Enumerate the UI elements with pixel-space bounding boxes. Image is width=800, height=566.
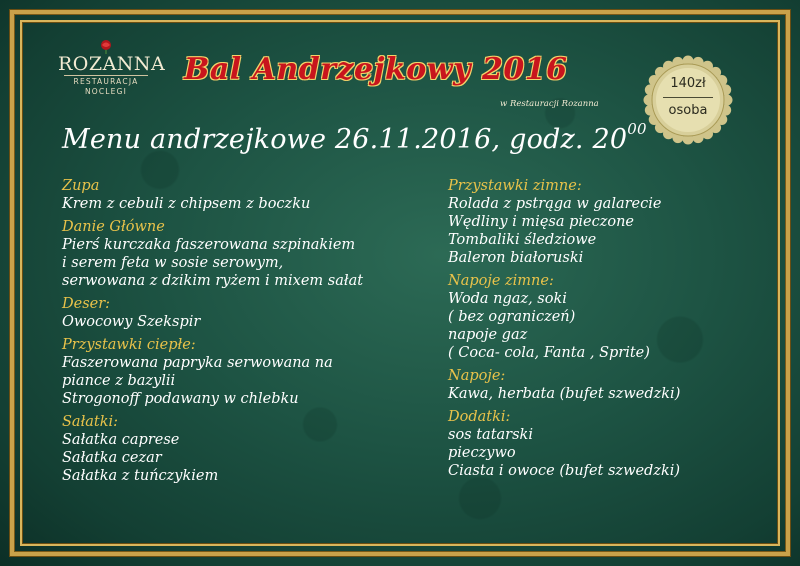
menu-section xyxy=(62,414,432,485)
menu-item: ( bez ograniczeń) xyxy=(448,309,576,325)
menu-item: Woda ngaz, soki xyxy=(448,291,567,307)
menu-item: sos tatarski xyxy=(448,427,533,443)
menu-section xyxy=(448,368,748,403)
menu-category: Przystawki zimne: xyxy=(448,178,582,194)
menu-item: Faszerowana papryka serwowana na xyxy=(62,355,333,371)
menu-item: pieczywo xyxy=(448,445,516,461)
badge-rule xyxy=(663,97,713,98)
menu-section xyxy=(62,178,432,213)
menu-item: Rolada z pstrąga w galarecie xyxy=(448,196,662,212)
headline-time-minutes: 00 xyxy=(627,120,647,138)
logo-subtitle-2: NOCLEGI xyxy=(84,87,128,96)
menu-item: Tombaliki śledziowe xyxy=(448,232,597,248)
menu-item: Owocowy Szekspir xyxy=(62,314,201,330)
menu-item: napoje gaz xyxy=(448,327,528,343)
event-title: Bal Andrzejkowy 2016 xyxy=(184,52,568,87)
menu-category: Danie Główne xyxy=(62,219,165,235)
menu-item: serwowana z dzikim ryżem i mixem sałat xyxy=(62,273,364,289)
menu-item: Sałatka cezar xyxy=(62,450,162,466)
menu-item: Baleron białoruski xyxy=(448,250,584,266)
logo-subtitle-1: RESTAURACJA xyxy=(73,77,139,86)
logo-rule xyxy=(64,75,148,76)
rose-icon xyxy=(96,38,116,54)
menu-item: Kawa, herbata (bufet szwedzki) xyxy=(448,386,681,402)
menu-category: Deser: xyxy=(62,296,111,312)
headline-text: Menu andrzejkowe 26.11.2016, godz. 20 xyxy=(62,124,628,155)
menu-item: i serem feta w sosie serowym, xyxy=(62,255,284,271)
menu-item: ( Coca- cola, Fanta , Sprite) xyxy=(448,345,650,361)
menu-item: Krem z cebuli z chipsem z boczku xyxy=(62,196,311,212)
menu-item: Wędliny i mięsa pieczone xyxy=(448,214,635,230)
menu-category: Przystawki ciepłe: xyxy=(62,337,196,353)
menu-column-left xyxy=(62,178,432,491)
restaurant-logo xyxy=(58,44,166,97)
logo-wordmark: ROZANNA xyxy=(58,53,166,75)
price-unit: osoba xyxy=(668,103,708,118)
price-badge xyxy=(643,55,733,145)
menu-item: Sałatka z tuńczykiem xyxy=(62,468,219,484)
menu-category: Napoje zimne: xyxy=(448,273,554,289)
menu-category: Napoje: xyxy=(448,368,506,384)
menu-category: Sałatki: xyxy=(62,414,119,430)
menu-section xyxy=(62,337,432,408)
menu-section xyxy=(62,296,432,331)
menu-category: Dodatki: xyxy=(448,409,511,425)
menu-item: Pierś kurczaka faszerowana szpinakiem xyxy=(62,237,356,253)
menu-column-right xyxy=(448,178,748,486)
event-venue: w Restauracji Rozanna xyxy=(500,99,599,109)
menu-item: Sałatka caprese xyxy=(62,432,180,448)
menu-section xyxy=(448,178,748,267)
seal-icon xyxy=(643,55,733,145)
menu-item: Ciasta i owoce (bufet szwedzki) xyxy=(448,463,681,479)
menu-section xyxy=(448,409,748,480)
menu-section xyxy=(62,219,432,290)
menu-section xyxy=(448,273,748,362)
price-value: 140zł xyxy=(670,76,706,91)
menu-item: Strogonoff podawany w chlebku xyxy=(62,391,299,407)
menu-headline xyxy=(62,120,647,155)
menu-item: piance z bazylii xyxy=(62,373,176,389)
menu-category: Zupa xyxy=(62,178,100,194)
